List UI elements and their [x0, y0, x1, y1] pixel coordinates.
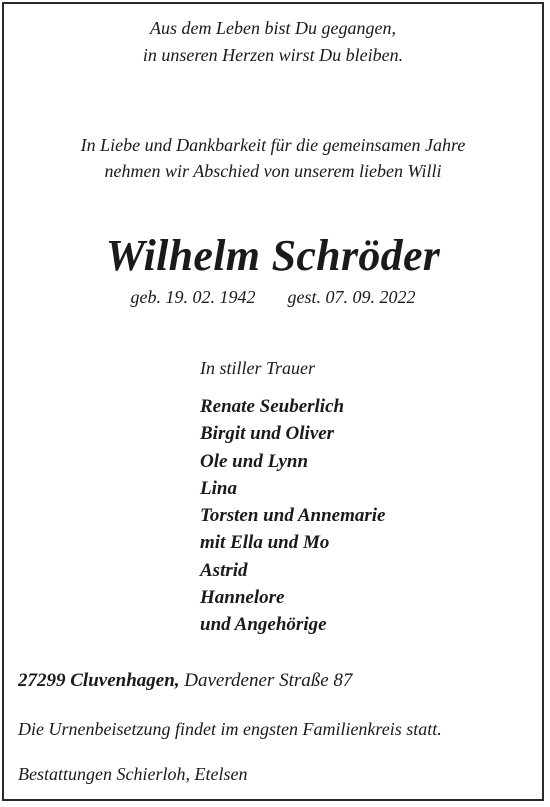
mourner-name: Astrid [200, 559, 248, 581]
mourners-list [200, 393, 385, 639]
intro-line-2: nehmen wir Abschied von unserem lieben Willi [104, 161, 442, 181]
undertaker-name: Bestattungen Schierloh, Etelsen [18, 764, 248, 784]
family-address [18, 670, 352, 692]
mourner-name: Renate Seuberlich [200, 396, 345, 417]
death-date: gest. 07. 09. 2022 [287, 287, 416, 307]
burial-notice: Die Urnenbeisetzung findet im engsten Familienkreis statt. [18, 719, 442, 739]
birth-date: geb. 19. 02. 1942 [130, 287, 256, 307]
mourner-name: und Angehörige [200, 614, 327, 636]
address-street: Daverdener Straße 87 [184, 670, 353, 691]
intro-line-1: In Liebe und Dankbarkeit für die gemeinsamen Jahre [80, 135, 466, 155]
life-dates [0, 287, 546, 308]
deceased-name: Wilhelm Schröder [105, 231, 441, 280]
mourning-heading: In stiller Trauer [200, 358, 316, 378]
mourner-name: Birgit und Oliver [200, 423, 335, 445]
mourner-name: Hannelore [200, 587, 285, 609]
mourner-name: Ole und Lynn [200, 450, 309, 472]
verse-line-1: Aus dem Leben bist Du gegangen, [150, 18, 396, 38]
verse-line-2: in unseren Herzen wirst Du bleiben. [142, 45, 404, 65]
address-city: 27299 Cluvenhagen, [18, 670, 180, 691]
mourner-name: Torsten und Annemarie [200, 505, 386, 527]
mourner-name: mit Ella und Mo [200, 532, 330, 554]
mourner-name: Lina [200, 477, 237, 499]
